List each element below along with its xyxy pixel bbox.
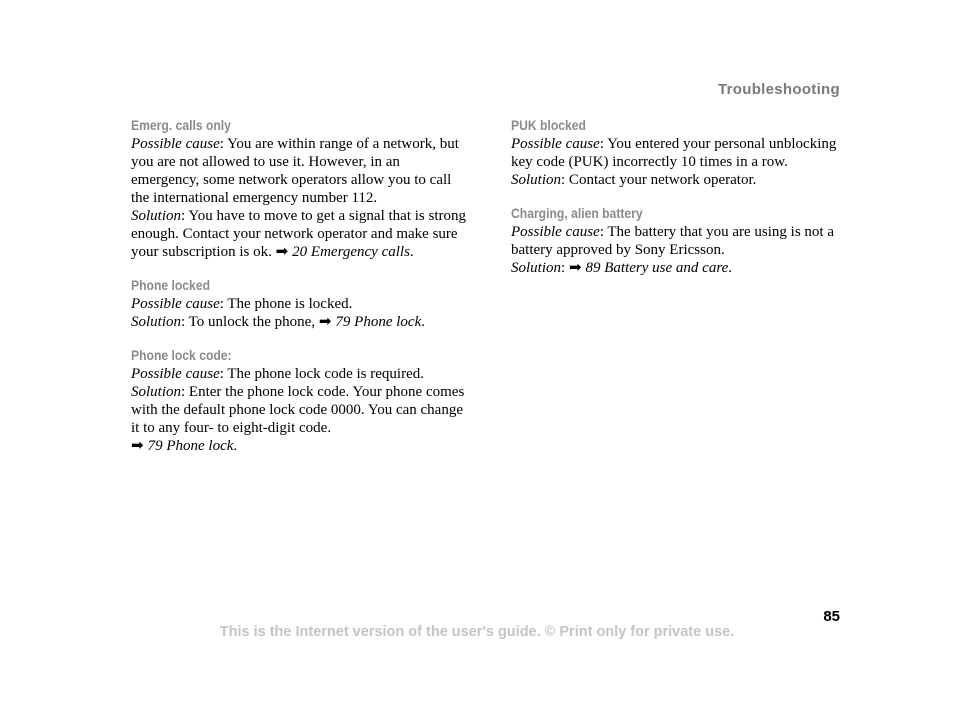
- section-body: [131, 365, 471, 455]
- solution-text: : Enter the phone lock code. Your phone comes with the default phone lock code 0000. You can change it to any four- to eight-digit code.: [131, 384, 465, 436]
- cross-reference: 89 Battery use and care: [585, 260, 729, 276]
- cause-label: Possible cause: [511, 224, 600, 240]
- right-arrow-icon: ➡: [131, 438, 144, 454]
- cross-reference: 79 Phone lock: [147, 438, 234, 454]
- footer-notice: This is the Internet version of the user's guide. © Print only for private use.: [219, 624, 735, 640]
- right-column: [511, 117, 841, 293]
- cross-reference: 20 Emergency calls: [292, 244, 410, 260]
- cross-reference: 79 Phone lock: [335, 314, 422, 330]
- section-body: [511, 223, 841, 277]
- solution-label: Solution: [511, 260, 562, 276]
- section-phone-lock-code: [131, 347, 471, 455]
- cause-text: : The phone is locked.: [219, 296, 353, 312]
- ref-end: .: [728, 260, 733, 276]
- solution-label: Solution: [131, 384, 182, 400]
- solution-label: Solution: [131, 314, 182, 330]
- section-heading: Phone locked: [131, 278, 211, 293]
- section-emergency-calls: [131, 117, 471, 261]
- solution-text: :: [561, 260, 569, 276]
- ref-end: .: [421, 314, 425, 330]
- cause-text: : The battery that you are using is not a battery approved by Sony Ericsson.: [511, 224, 834, 258]
- ref-end: .: [409, 244, 414, 260]
- right-arrow-icon: ➡: [568, 260, 582, 276]
- section-heading: Phone lock code:: [131, 348, 232, 363]
- solution-label: Solution: [131, 208, 182, 224]
- cause-text: : The phone lock code is required.: [219, 366, 424, 382]
- solution-text: : You have to move to get a signal that is strong enough. Contact your network operator and make sure your subscription is ok.: [131, 208, 466, 260]
- cause-text: : You entered your personal unblocking key code (PUK) incorrectly 10 times in a row.: [511, 136, 837, 170]
- section-phone-locked: [131, 277, 471, 331]
- section-puk-blocked: [511, 117, 841, 189]
- cause-text: : You are within range of a network, but you are not allowed to use it. However, in an emergency, some network operators allow you to call the international emergency number 112.: [131, 136, 459, 206]
- solution-text: : To unlock the phone,: [181, 314, 319, 330]
- cause-label: Possible cause: [131, 296, 220, 312]
- page-number: 85: [823, 608, 840, 625]
- cause-label: Possible cause: [511, 136, 600, 152]
- solution-text: : Contact your network operator.: [561, 172, 757, 188]
- right-arrow-icon: ➡: [275, 244, 289, 260]
- section-body: [511, 135, 841, 189]
- section-heading: Charging, alien battery: [511, 206, 643, 221]
- section-body: [131, 295, 471, 331]
- left-column: [131, 117, 471, 471]
- running-header: Troubleshooting: [718, 81, 840, 98]
- section-alien-battery: [511, 205, 841, 277]
- section-body: [131, 135, 471, 261]
- right-arrow-icon: ➡: [318, 314, 332, 330]
- cause-label: Possible cause: [131, 136, 220, 152]
- section-heading: Emerg. calls only: [131, 118, 231, 133]
- section-heading: PUK blocked: [511, 118, 586, 133]
- cause-label: Possible cause: [131, 366, 220, 382]
- solution-label: Solution: [511, 172, 562, 188]
- ref-end: .: [233, 438, 238, 454]
